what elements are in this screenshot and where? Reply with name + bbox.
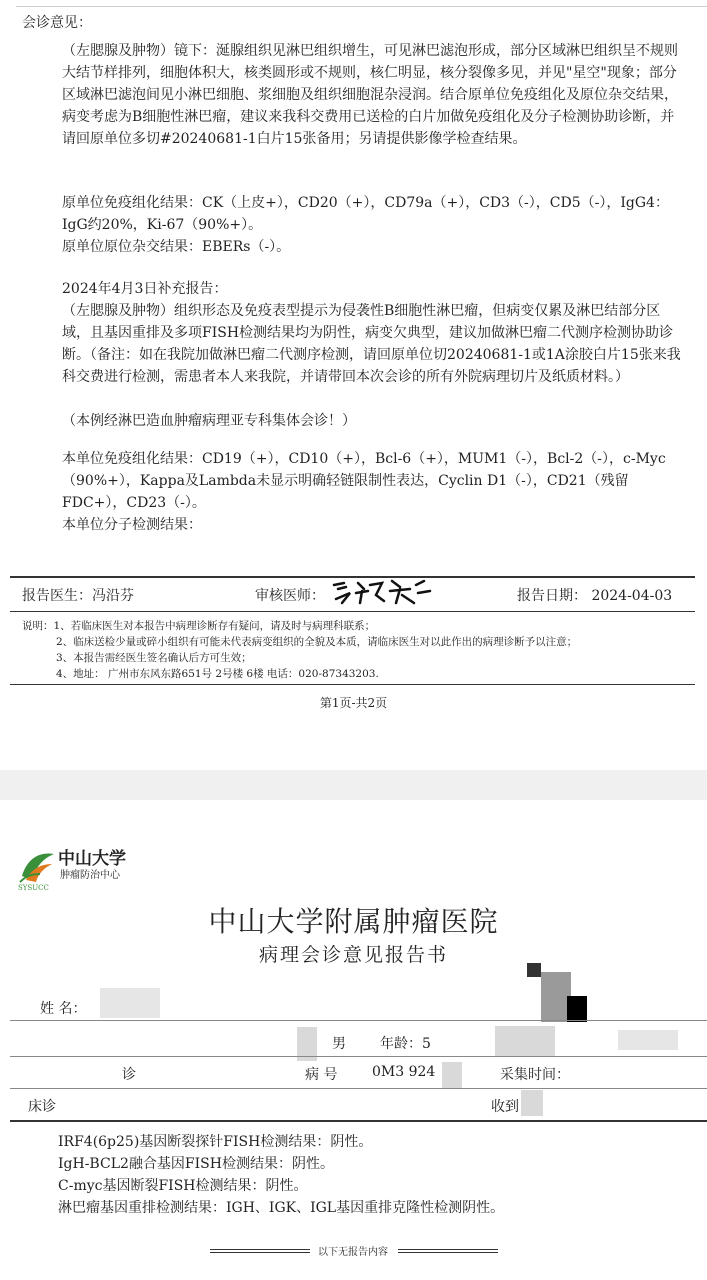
irf4-fish-result: IRF4(6p25)基因断裂探针FISH检测结果：阴性。 [58,1134,373,1150]
case-no-value: 0M3 924 [372,1064,436,1080]
top-divider [16,6,707,7]
logo-subtext: 肿瘤防治中心 [60,870,120,881]
collection-time-label: 采集时间： [500,1067,570,1083]
note-2: 2、临床送检少量或碎小组织有可能未代表病变组织的全貌及本质，请临床医生对以此作出的病理诊断予以注意； [56,636,578,648]
received-label: 收到 [491,1099,519,1115]
original-ihc-results: 原单位免疫组化结果：CK（上皮+），CD20（+），CD79a（+），CD3（-），CD5（-），IgG4：IgG约20%，Ki-67（90%+）。 [62,195,669,233]
section-title: 会诊意见： [22,15,92,31]
logo-text: 中山大学 [58,849,126,869]
logo-en: SYSUCC [18,884,49,892]
igh-bcl2-fish-result: IgH-BCL2融合基因FISH检测结果：阴性。 [58,1156,334,1172]
page-gap [0,770,707,800]
gene-rearrangement-result: 淋巴瘤基因重排检测结果：IGH、IGK、IGL基因重排克隆性检测阴性。 [58,1200,505,1216]
note-4: 4、地址： 广州市东风东路651号 2号楼 6楼 电话：020-87343203. [56,668,379,680]
redaction-block [442,1062,462,1088]
report-notes [22,618,577,682]
gender: 男 [332,1036,346,1052]
hospital-logo [18,838,138,898]
redaction-block [495,1026,555,1056]
redaction-block [618,1030,678,1050]
note-1: 说明：1、若临床医生对本报告中病理诊断存有疑问，请及时与病理科联系； [22,620,376,632]
page-number: 第1页-共2页 [319,696,388,710]
report-page-2 [0,800,707,1280]
field-rule [10,1088,707,1089]
consultation-note: （本例经淋巴造血肿瘤病理亚专科集体会诊！） [62,413,356,429]
local-ihc-results: 本单位免疫组化结果：CD19（+），CD10（+），Bcl-6（+），MUM1（-），Bcl-2（-），c-Myc（90%+），Kappa及Lambda未显示明确轻链限制性表达，Cyclin D1（-），CD21（残留FDC+），CD23（-）。 [62,451,666,511]
age: 年龄：5 [380,1036,431,1052]
field-rule [10,1020,707,1021]
original-ish-results: 原单位原位杂交结果：EBERs（-）。 [62,239,291,255]
patient-name-label: 姓 名： [40,1001,87,1017]
cmyc-fish-result: C-myc基因断裂FISH检测结果：阴性。 [58,1178,308,1194]
redaction-block [521,1090,543,1116]
end-rule-right [398,1249,498,1253]
notes-top-rule [10,611,695,612]
end-of-report-text: 以下无报告内容 [318,1247,388,1258]
redaction-block [100,988,160,1018]
review-doctor-label: 审核医师： [255,588,325,604]
leaf-logo-icon [18,846,58,886]
microscopy-paragraph: （左腮腺及肿物）镜下：涎腺组织见淋巴组织增生，可见淋巴滤泡形成，部分区域淋巴组织呈不规则大结节样排列，细胞体积大，核类圆形或不规则，核仁明显，核分裂像多见，并见"星空"现象；部分区域淋巴滤泡间见小淋巴细胞、浆细胞及组织细胞混杂浸润。结合原单位免疫组化及原位杂交结果，病变考虑为B细胞性淋巴瘤，建议来我科交费用已送检的白片加做免疫组化及分子检测协助诊断，并请回原单位多切#20240681-1白片15张备用；另请提供影像学检查结果。 [62,43,678,147]
supplementary-date: 2024年4月3日补充报告： [62,281,228,297]
case-no-label: 病 号 [305,1067,338,1083]
redaction-block [567,996,587,1022]
dept-label: 诊 [122,1067,136,1083]
handwritten-signature [330,575,450,607]
molecular-results-label: 本单位分子检测结果： [62,517,202,533]
report-doctor: 报告医生：冯沿芬 [22,588,134,604]
note-3: 3、本报告需经医生签名确认后方可生效； [56,652,252,664]
end-of-report-marker [0,1243,707,1257]
report-date: 报告日期： 2024-04-03 [517,588,673,604]
notes-bottom-rule [10,684,695,685]
field-rule [10,1056,707,1057]
supplementary-paragraph: （左腮腺及肿物）组织形态及免疫表型提示为侵袭性B细胞性淋巴瘤，但病变仅累及淋巴结部分区域，且基因重排及多项FISH检测结果均为阴性，病变欠典型，建议加做淋巴瘤二代测序检测协助诊断。（备注：如在我院加做淋巴瘤二代测序检测，请回原单位切20240681-1或1A涂胶白片15张来我科交费进行检测，需患者本人来我院，并请带回本次会诊的所有外院病理切片及纸质材料。） [62,303,681,385]
hospital-name: 中山大学附属肿瘤医院 [208,905,499,938]
report-title: 病理会诊意见报告书 [258,944,448,966]
qr-fragment [527,963,541,977]
header-bottom-rule [10,1120,707,1122]
clinical-diagnosis-label: 床诊 [28,1099,56,1115]
end-rule-left [210,1249,310,1253]
